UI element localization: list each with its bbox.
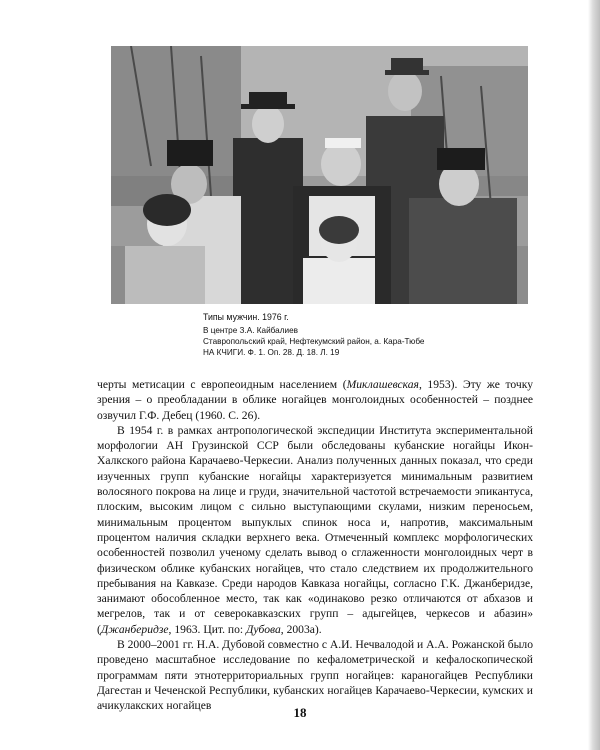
photo-caption [203, 312, 533, 358]
page-edge-shadow [588, 0, 600, 750]
paragraph-3 [97, 637, 533, 713]
citation-author: Джанберидзе [100, 622, 169, 636]
caption-archive-reference: НА КЧИГИ. Ф. 1. Оп. 28. Д. 18. Л. 19 [203, 348, 340, 357]
text-run: , 2003а). [280, 622, 322, 636]
group-photo [111, 46, 528, 304]
text-run: В 2000–2001 гг. Н.А. Дубовой совместно с А.И. Нечвалодой и А.А. Рожанской было проведено масштабное исследование по кефалометрической и кефалоскопической программам пяти этнотерриториальных групп ногайцев: караногайцев Республики Дагестан и Чеченской Республики, кубанских ногайцев Карачаево-Черкесии, кумских и ачикулакских ногайцев [97, 638, 533, 713]
caption-location: Ставропольский край, Нефтекумский район, а. Кара-Тюбе [203, 337, 425, 346]
caption-title: Типы мужчин. 1976 г. [203, 312, 289, 322]
group-photo-icon [111, 46, 528, 304]
text-run: , 1963. Цит. по: [168, 622, 247, 636]
page-number: 18 [293, 705, 307, 720]
text-run: черты метисации с европеоидным населением ( [97, 378, 347, 391]
citation-author: Дубова [246, 622, 281, 636]
paragraph-2 [97, 423, 533, 637]
text-run: , 1953). Эту же точку зрения – о преобладании в облике ногайцев монголоидных особенностей – позднее озвучил Г.Ф. Дебец (1960. С. 26). [97, 378, 533, 422]
caption-subject: В центре З.А. Кайбалиев [203, 326, 298, 335]
text-run: В 1954 г. в рамках антропологической экспедиции Института экспериментальной морфологии АН Грузинской ССР были обследованы кубанские ногайцы Икон-Халкского района Карачаево-Черкесии. Анализ полученных данных показал, что среди изученных групп кубанские ногайцы характеризуется минимальным развитием волосяного покрова на лице и груди, значительной частотой встречаемости эпикантуса, плоским, высоким лицом с сильно выступающими скулами, низким переносьем, минимальным процентом выпуклых спинок носа и, напротив, максимальным процентом наличия складки верхнего века. Отмеченный комплекс морфологических особенностей позволил ученому сделать вывод о сглаженности монголоидных черт в физическом облике кубанских ногайцев, что стало следствием их продолжительного пребывания на Кавказе. Среди народов Кавказа ногайцы, согласно Г.К. Джанберидзе, занимают обособленное место, так как «одинаково резко отличаются от абхазов и мегрелов, так и от северокавказских групп – адыгейцев, черкесов и абазин» ( [97, 423, 533, 636]
citation-author: Миклашевская [346, 378, 419, 391]
body-text [97, 377, 533, 714]
paragraph-1 [97, 377, 533, 423]
